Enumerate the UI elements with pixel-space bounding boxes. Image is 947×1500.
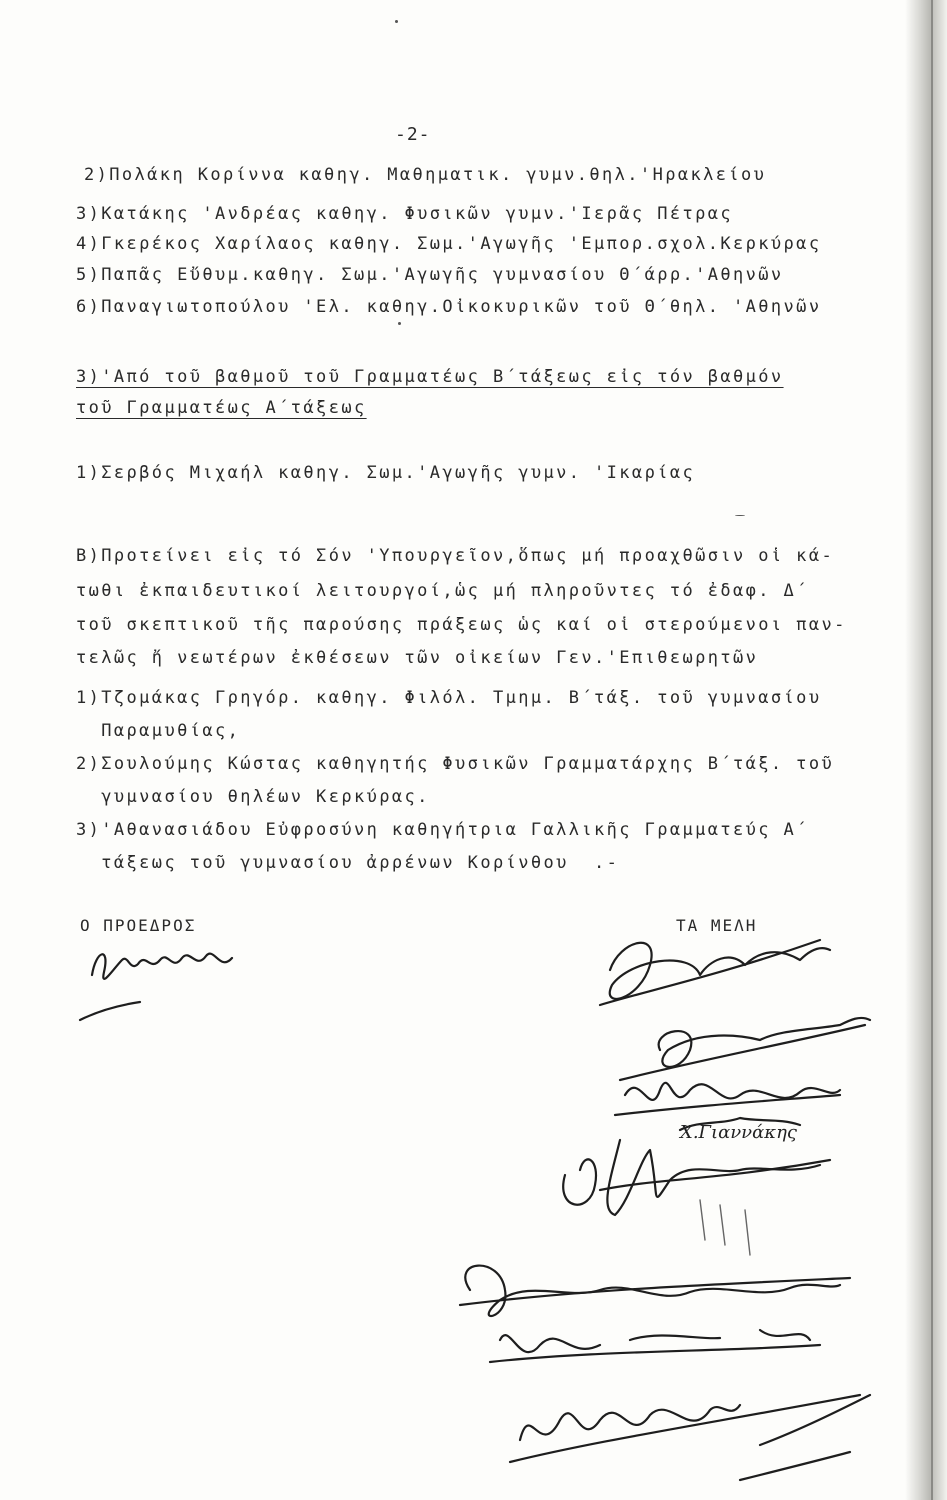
list-c-line: τάξεως τοῦ γυμνασίου ἀρρένων Κορίνθου .-: [76, 853, 620, 873]
members-title: ΤΑ ΜΕΛΗ: [676, 916, 758, 935]
list-c-line: Παραμυθίας,: [76, 721, 241, 741]
member-signature-5: [465, 1266, 840, 1316]
paragraph-line: τοῦ σκεπτικοῦ τῆς παρούσης πράξεως ὡς καί οἱ στερούμενοι παν-: [76, 615, 847, 635]
scan-speck: [735, 515, 745, 516]
scan-speck: [395, 20, 398, 23]
president-title: Ο ΠΡΟΕΔΡΟΣ: [80, 916, 197, 935]
paragraph-line: τελῶς ἤ νεωτέρων ἐκθέσεων τῶν οἰκείων Γεν.'Επιθεωρητῶν: [76, 648, 759, 668]
list-c-line: 1)Τζομάκας Γρηγόρ. καθηγ. Φιλόλ. Τμημ. Β΄τάξ. τοῦ γυμνασίου: [76, 688, 822, 708]
paragraph-line: Β)Προτείνει εἰς τό Σόν 'Υπουργεῖον,ὅπως μή προαχθῶσιν οἱ κά-: [76, 546, 835, 566]
member-initial-label: Χ.Γιαννάκης: [680, 1122, 797, 1143]
president-signature: [92, 954, 232, 979]
page-number: -2-: [395, 124, 431, 145]
list-a-item: 3)Κατάκης 'Ανδρέας καθηγ. Φυσικῶν γυμν.'Ιερᾶς Πέτρας: [76, 204, 734, 224]
member-signature-8: [740, 1395, 870, 1480]
list-c-line: 2)Σουλούμης Κώστας καθηγητής Φυσικῶν Γραμματάρχης Β΄τάξ. τοῦ: [76, 754, 835, 774]
section-heading-line: τοῦ Γραμματέως Α΄τάξεως: [76, 398, 367, 418]
list-c-line: γυμνασίου θηλέων Κερκύρας.: [76, 787, 430, 807]
member-signature-2: [659, 1018, 870, 1067]
list-a-item: 4)Γκερέκος Χαρίλαος καθηγ. Σωμ.'Αγωγῆς 'Εμπορ.σχολ.Κερκύρας: [76, 234, 822, 254]
list-a-item: 5)Παπᾶς Εὔθυμ.καθηγ. Σωμ.'Αγωγῆς γυμνασίου Θ΄άρρ.'Αθηνῶν: [76, 265, 784, 285]
list-a-item: 6)Παναγιωτοπούλου 'Ελ. καθηγ.Οἰκοκυρικῶν τοῦ Θ΄θηλ. 'Αθηνῶν: [76, 297, 822, 317]
list-b-item: 1)Σερβός Μιχαήλ καθηγ. Σωμ.'Αγωγῆς γυμν. 'Ικαρίας: [76, 463, 696, 483]
list-a-item: 2)Πολάκη Κορίννα καθηγ. Μαθηματικ. γυμν.θηλ.'Ηρακλείου: [84, 165, 767, 185]
list-c-line: 3)'Αθανασιάδου Εὐφροσύνη καθηγήτρια Γαλλικῆς Γραμματεύς Α΄: [76, 820, 809, 840]
paragraph-line: τωθι ἐκπαιδευτικοί λειτουργοί,ὡς μή πληροῦντες τό ἐδαφ. Δ΄: [76, 581, 809, 601]
scan-speck: [398, 322, 401, 325]
section-heading-line: 3)'Από τοῦ βαθμοῦ τοῦ Γραμματέως Β΄τάξεως εἰς τόν βαθμόν: [76, 367, 784, 387]
